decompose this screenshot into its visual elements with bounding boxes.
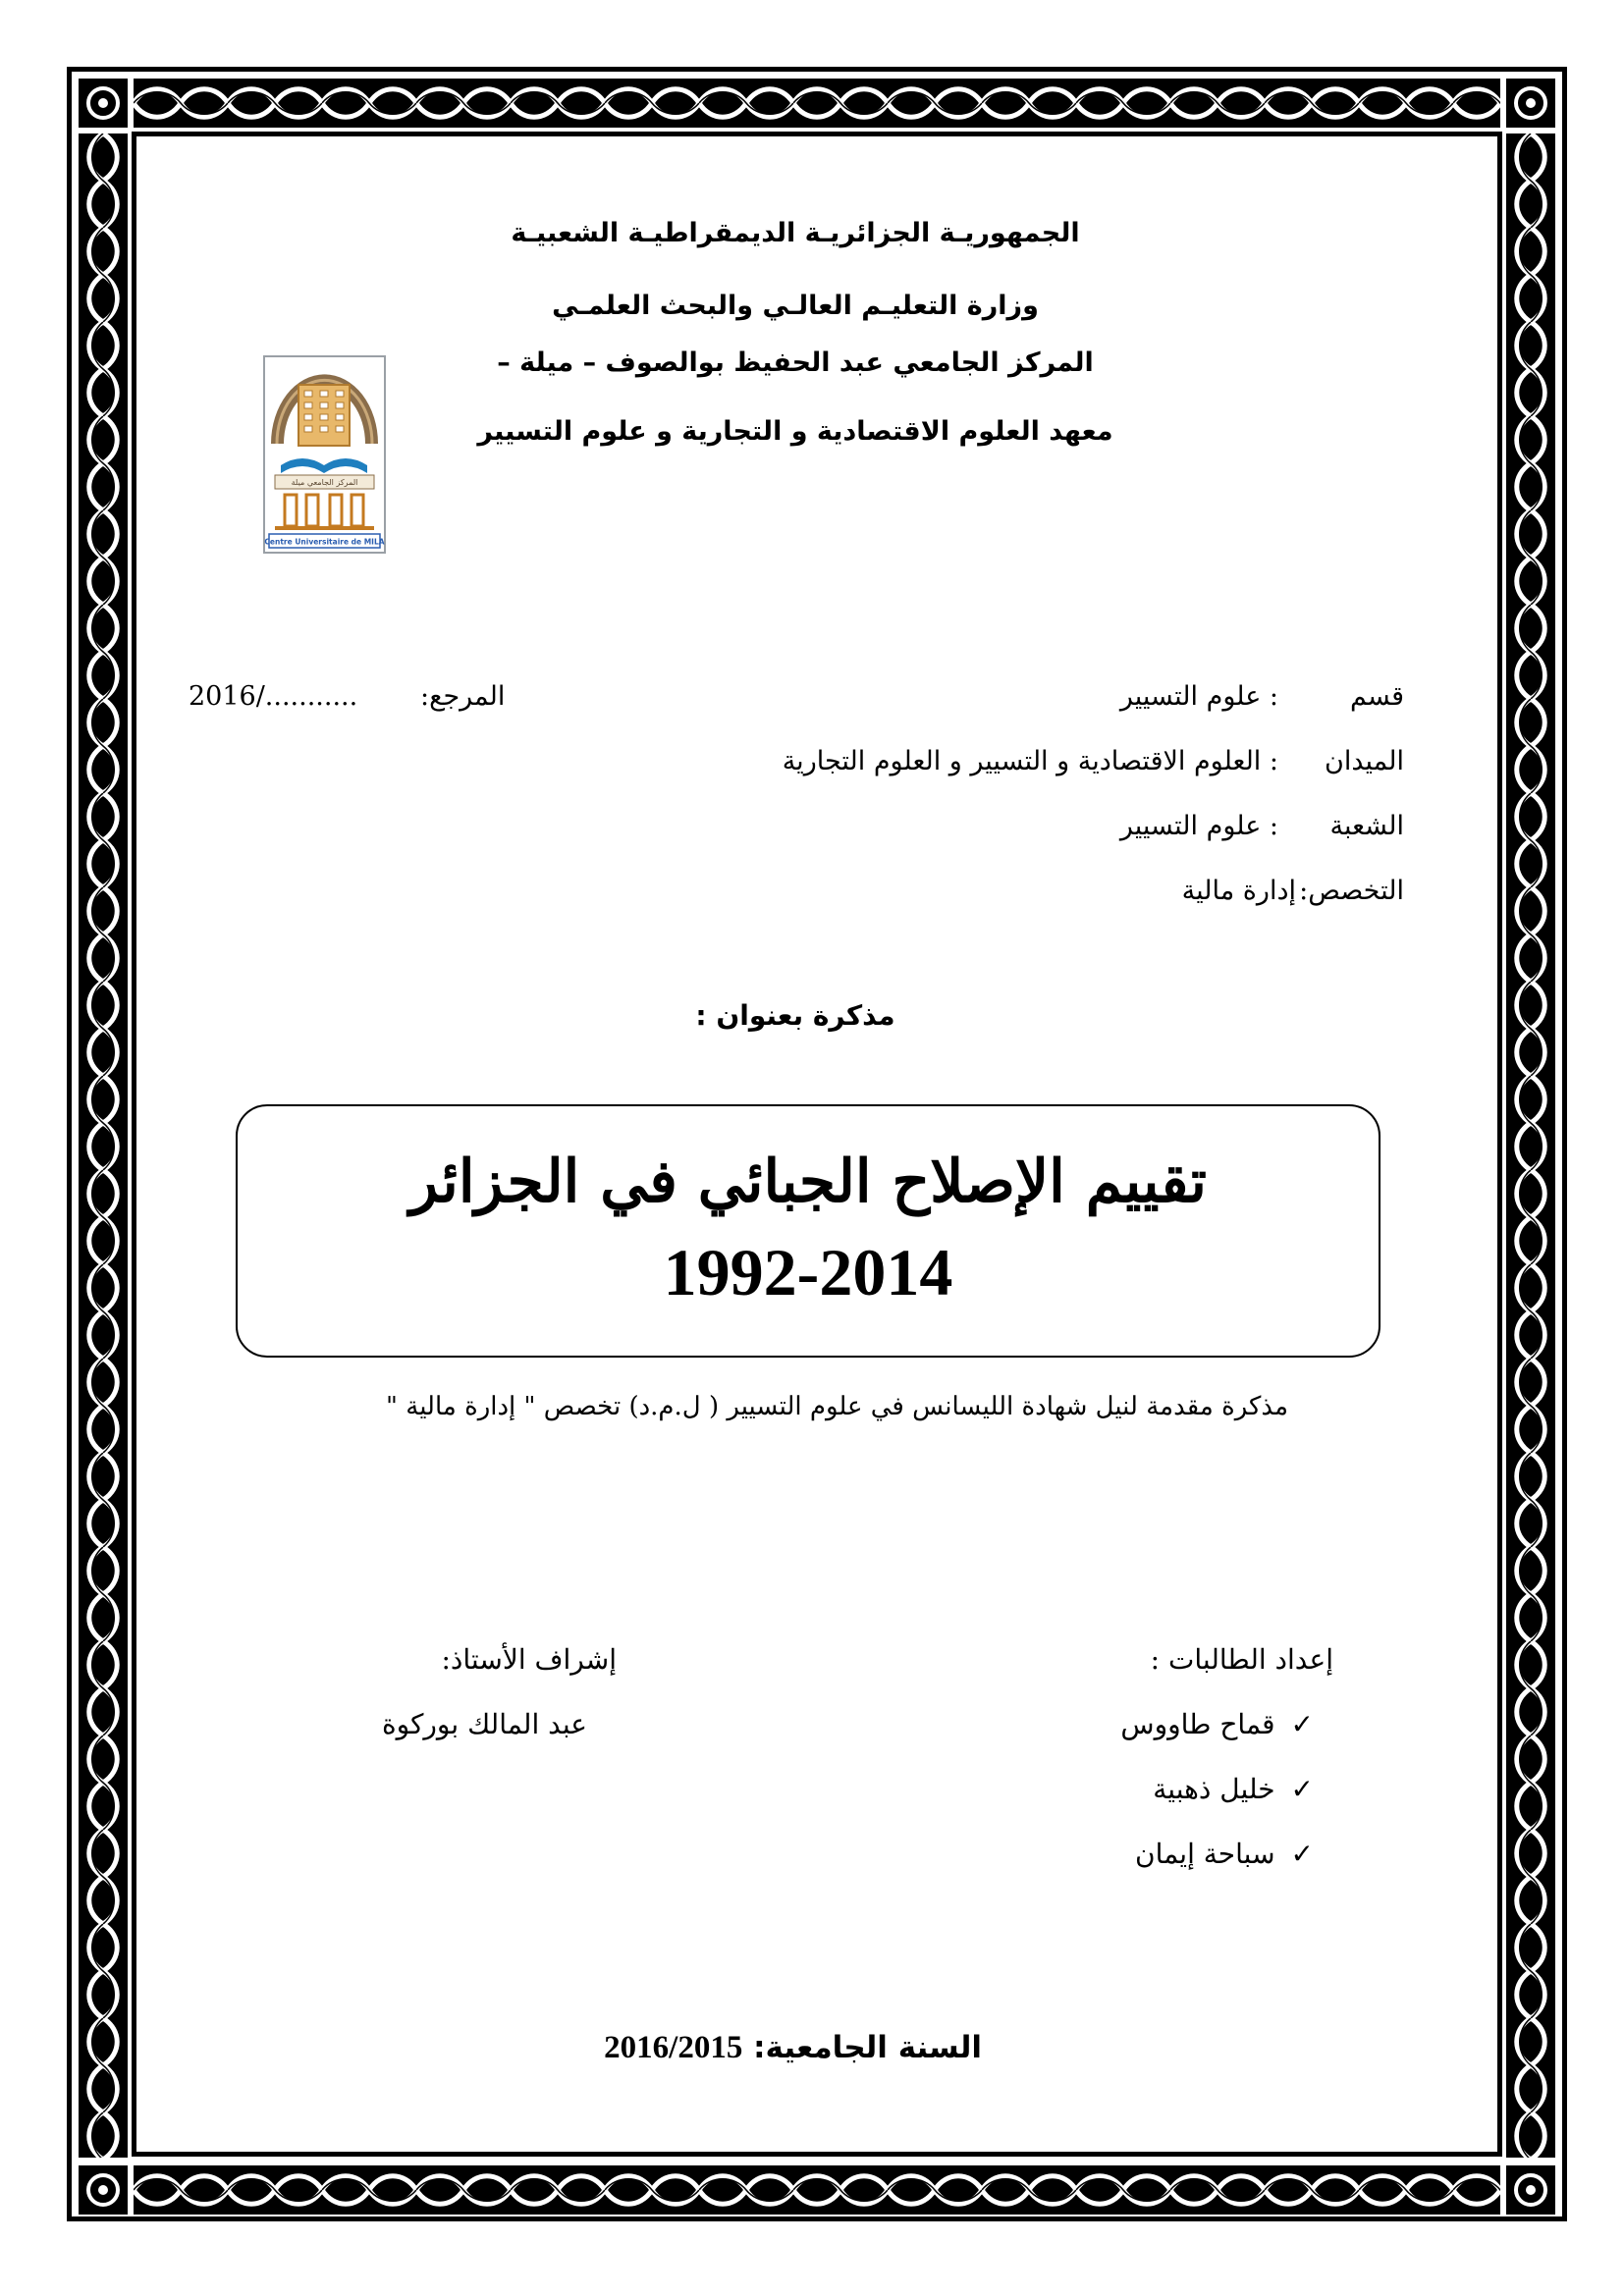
supervisor-name: عبد المالك بوركوة: [381, 1708, 587, 1740]
student-item: [982, 1773, 1314, 1805]
student-name: سباحة إيمان: [1135, 1838, 1275, 1870]
reference-label: المرجع:: [420, 681, 506, 712]
thesis-title: تقييم الإصلاح الجبائي في الجزائر: [409, 1148, 1207, 1216]
students-label: إعداد الطالبات :: [1150, 1643, 1333, 1676]
top-chain-border: [134, 79, 1500, 128]
logo-caption: Centre Universitaire de MILA: [264, 537, 385, 547]
corner-ornament-icon: [79, 2165, 128, 2215]
branch-label: الشعبة: [1329, 811, 1404, 841]
field-label: الميدان: [1325, 746, 1404, 776]
student-item: [982, 1708, 1314, 1740]
republic-heading: الجمهوريـة الجزائريـة الديمقراطيـة الشعبيـة: [511, 218, 1080, 248]
logo-banner-text: المركز الجامعي ميلة: [291, 478, 358, 487]
academic-year-label: السنة الجامعية:: [753, 2030, 982, 2065]
specialty-label: التخصص:: [1299, 876, 1404, 906]
title-box: [236, 1104, 1380, 1358]
right-chain-border: [1506, 133, 1555, 2158]
corner-ornament-icon: [1506, 2165, 1555, 2215]
academic-year-value: 2016/2015: [604, 2030, 743, 2065]
bottom-chain-border: [134, 2165, 1500, 2215]
checkmark-icon: ✓: [1290, 1708, 1314, 1740]
center-heading: المركز الجامعي عبد الحفيظ بوالصوف – ميلة –: [497, 347, 1094, 378]
supervisor-label: إشراف الأستاذ:: [441, 1643, 617, 1676]
reference-value: 2016/...........: [189, 681, 358, 712]
student-item: [982, 1838, 1314, 1870]
ministry-heading: وزارة التعليـم العالـي والبحث العلمـي: [552, 291, 1039, 321]
department-label: قسم: [1350, 681, 1404, 712]
thesis-title-label: مذكرة بعنوان :: [695, 999, 895, 1032]
corner-ornament-icon: [1506, 79, 1555, 128]
left-chain-border: [79, 133, 128, 2158]
corner-ornament-icon: [79, 79, 128, 128]
department-value: : علوم التسيير: [1119, 681, 1278, 712]
specialty-value: إدارة مالية: [1181, 876, 1296, 906]
field-value: : العلوم الاقتصادية و التسيير و العلوم التجارية: [782, 746, 1278, 776]
checkmark-icon: ✓: [1290, 1838, 1314, 1870]
academic-year: [491, 2030, 982, 2066]
university-logo: [263, 355, 386, 554]
degree-statement: مذكرة مقدمة لنيل شهادة الليسانس في علوم التسيير ( ل.م.د) تخصص " إدارة مالية ": [386, 1392, 1288, 1421]
thesis-years: 1992-2014: [663, 1235, 953, 1309]
student-name: قماح طاووس: [1120, 1708, 1275, 1740]
checkmark-icon: ✓: [1290, 1773, 1314, 1805]
branch-value: : علوم التسيير: [1119, 811, 1278, 841]
institute-heading: معهد العلوم الاقتصادية و التجارية و علوم التسيير: [477, 416, 1113, 447]
student-name: خليل ذهبية: [1153, 1773, 1275, 1805]
